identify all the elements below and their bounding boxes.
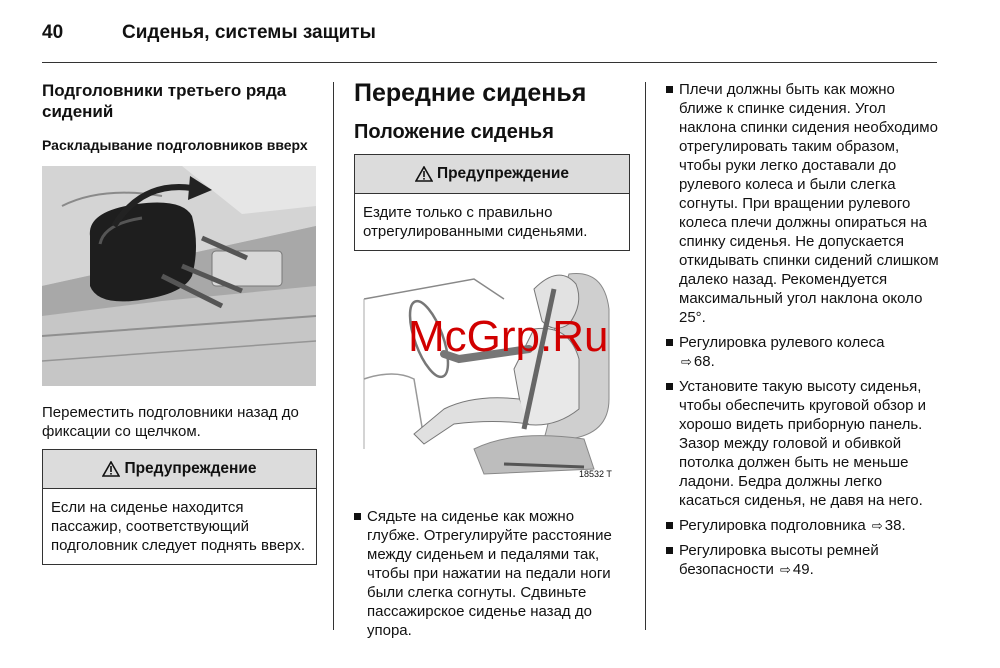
warning-title: Предупреждение: [124, 460, 257, 477]
watermark-logo: McGrp.Ru: [408, 312, 609, 361]
list-item-text: Регулировка подголовника: [679, 517, 866, 534]
list-item-text: Регулировка высоты ремней безопасности: [679, 542, 879, 578]
list-item-text: Регулировка рулевого колеса: [679, 334, 885, 351]
page-number: 40: [42, 22, 64, 43]
running-title: Сиденья, системы защиты: [122, 22, 376, 43]
page-reference-link[interactable]: 68.: [693, 353, 715, 370]
driver-position-image: [354, 259, 630, 487]
warning-header: [43, 450, 316, 489]
column-middle: [354, 78, 630, 646]
header-rule: [42, 62, 937, 63]
warning-box-seat: [354, 154, 630, 251]
warning-box-headrest: [42, 449, 317, 565]
bullet-square: [666, 547, 673, 554]
page-ref-arrow-icon: ⇨: [871, 518, 883, 533]
warning-text: Ездите только с правильно отрегулированными сиденьями.: [363, 204, 588, 240]
list-item: [666, 377, 942, 510]
list-item: [354, 507, 630, 640]
section-heading-front-seats: Передние сиденья: [354, 79, 587, 107]
section-heading-third-row-headrests: Подголовники третьего ряда сидений: [42, 81, 287, 121]
column-left: [42, 80, 317, 565]
list-item: [666, 516, 942, 535]
list-item: [666, 333, 942, 371]
headrest-illustration: [42, 166, 317, 391]
seat-instructions-list: [354, 507, 630, 640]
figure-code: 18532 T: [579, 469, 612, 479]
page-ref-arrow-icon: ⇨: [780, 562, 791, 577]
subheading-raise-headrests: Раскладывание подголовников вверх: [42, 137, 308, 153]
headrest-image: [42, 166, 316, 386]
warning-header: [355, 155, 629, 194]
list-item-text: Сядьте на сиденье как можно глубже. Отрегулируйте расстояние между сиденьем и педалями так, чтобы при нажатии на педали ноги были слегка согнуты. Сдвиньте пассажирское сиденье назад до упора.: [367, 508, 612, 639]
list-item-text: Плечи должны быть как можно ближе к спинке сидения. Угол наклона спинки сидения необходимо отрегулировать таким образом, чтобы руки легко доставали до рулевого колеса и были слегка согнуты. При вращении рулевого колеса плечи должны опираться на спинку сиденья. Не допускается откидывать спинки сидений слишком далеко назад. Рекомендуется максимальный угол наклона около 25°.: [679, 81, 939, 326]
list-item: [666, 541, 942, 579]
list-item: [666, 80, 942, 327]
bullet-square: [354, 513, 361, 520]
column-divider-right: [645, 82, 646, 630]
warning-triangle-icon: [415, 166, 433, 182]
driver-seat-illustration: [354, 259, 630, 487]
list-item-text: Установите такую высоту сиденья, чтобы обеспечить круговой обзор и хорошо видеть приборную панель. Зазор между головой и обивкой потолка должен быть не меньше ладони. Бедра должны легко касаться сиденья, не давя на него.: [679, 378, 926, 509]
warning-triangle-icon: [102, 461, 120, 477]
headrest-instruction: Переместить подголовники назад до фиксации со щелчком.: [42, 404, 299, 440]
bullet-square: [666, 383, 673, 390]
warning-text: Если на сиденье находится пассажир, соответствующий подголовник следует поднять вверх.: [51, 499, 305, 554]
bullet-square: [666, 86, 673, 93]
seat-adjustment-list: [666, 80, 942, 579]
warning-title: Предупреждение: [436, 165, 570, 182]
column-right: [666, 80, 942, 585]
page-reference-link[interactable]: 38.: [884, 517, 906, 534]
page-ref-arrow-icon: ⇨: [681, 354, 692, 369]
subheading-seat-position: Положение сиденья: [354, 121, 554, 143]
column-divider-left: [333, 82, 334, 630]
bullet-square: [666, 522, 673, 529]
page-reference-link[interactable]: 49.: [792, 561, 814, 578]
bullet-square: [666, 339, 673, 346]
